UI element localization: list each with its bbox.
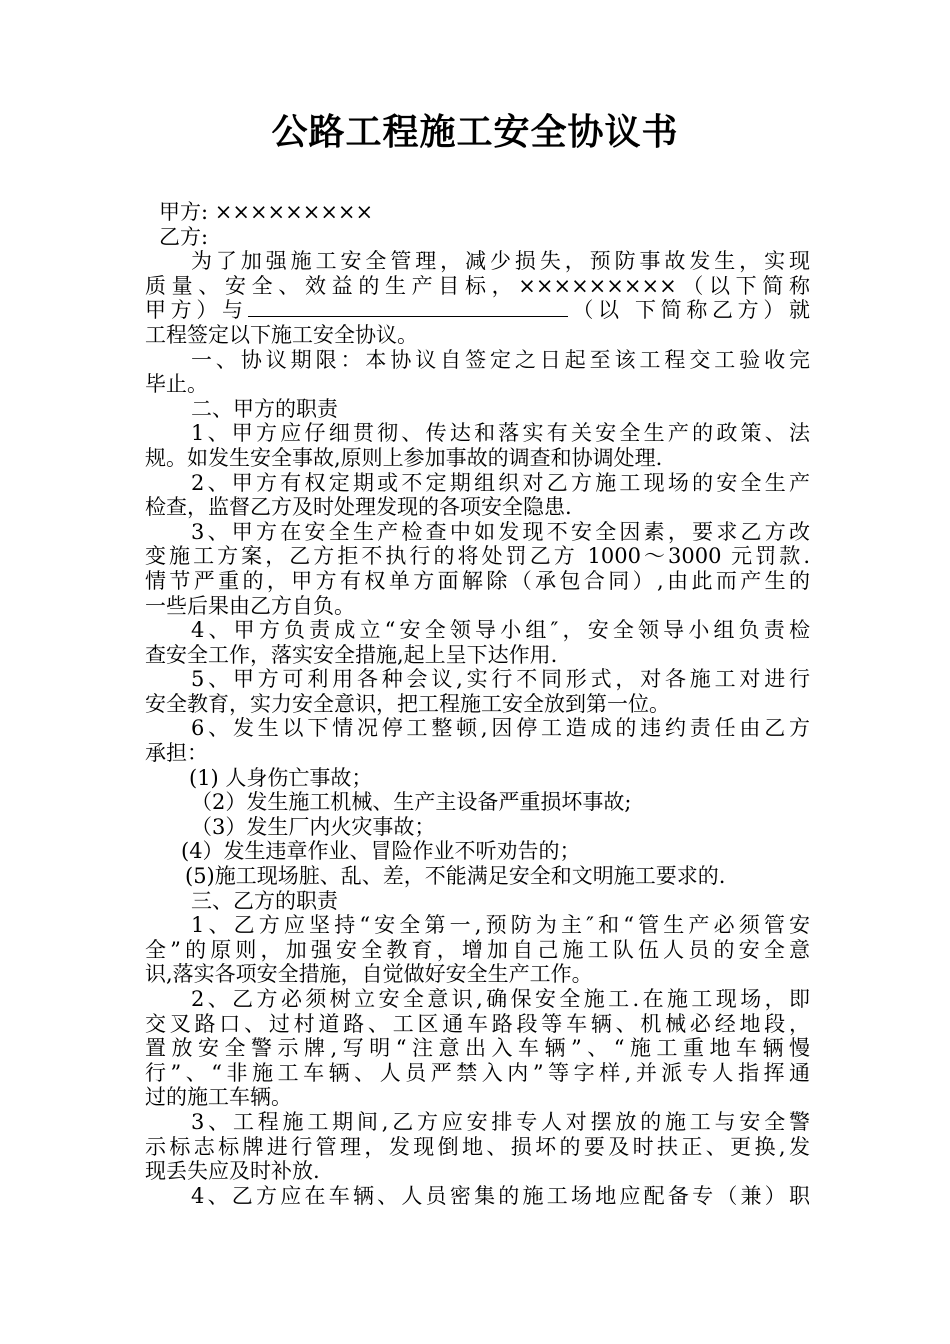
section-heading: 二、甲方的职责	[191, 396, 338, 421]
term-line: 毕止。	[145, 372, 208, 397]
clause-line: 规。如发生安全事故,原则上参加事故的调查和协调处理.	[145, 445, 663, 470]
clause-line: 置放安全警示牌,写明“注意出入车辆”、“施工重地车辆慢	[145, 1036, 810, 1061]
case-item: （3）发生厂内火灾事故；	[191, 814, 436, 839]
party-a-label: 甲方:	[159, 200, 209, 224]
clause-line: 查安全工作，落实安全措施,起上呈下达作用.	[145, 642, 558, 667]
clause-line: 4、乙方应在车辆、人员密集的施工场地应配备专（兼）职	[191, 1183, 810, 1208]
intro-line: 质量、安全、效益的生产目标，×××××××××（以下简称	[145, 273, 810, 298]
clause-line: 过的施工车辆。	[145, 1085, 292, 1110]
intro-line-part: 甲方）与	[145, 298, 248, 323]
clause-line: 一些后果由乙方自负。	[145, 593, 355, 618]
clause-line: 交叉路口、过村道路、工区通车路段等车辆、机械必经地段，	[145, 1011, 810, 1036]
intro-line	[145, 298, 810, 323]
clause-line: 识,落实各项安全措施，自觉做好安全生产工作。	[145, 962, 593, 987]
clause-line: 2、甲方有权定期或不定期组织对乙方施工现场的安全生产	[191, 470, 810, 495]
intro-line: 工程签定以下施工安全协议。	[145, 322, 418, 347]
clause-line: 3、工程施工期间,乙方应安排专人对摆放的施工与安全警	[191, 1109, 810, 1134]
clause-line: 1、甲方应仔细贯彻、传达和落实有关安全生产的政策、法	[191, 421, 810, 446]
party-a-line	[145, 200, 810, 225]
clause-line: 3、甲方在安全生产检查中如发现不安全因素，要求乙方改	[191, 519, 810, 544]
clause-line: 示标志标牌进行管理，发现倒地、损坏的要及时扶正、更换,发	[145, 1134, 810, 1159]
clause-line: 承担：	[145, 741, 208, 766]
clause-line: 现丢失应及时补放.	[145, 1159, 320, 1184]
clause-line: 全”的原则，加强安全教育，增加自己施工队伍人员的安全意	[145, 937, 810, 962]
case-item: (5)施工现场脏、乱、差，不能满足安全和文明施工要求的.	[185, 864, 726, 889]
case-item: (4）发生违章作业、冒险作业不听劝告的；	[181, 839, 581, 864]
intro-line-part: （以 下简称乙方）就	[567, 298, 810, 323]
document-title: 公路工程施工安全协议书	[271, 111, 679, 153]
clause-line: 情节严重的，甲方有权单方面解除（承包合同）,由此而产生的	[145, 568, 810, 593]
clause-line: 2、乙方必须树立安全意识,确保安全施工.在施工现场，即	[191, 987, 810, 1011]
document-body	[145, 200, 810, 1208]
clause-line: 变施工方案，乙方拒不执行的将处罚乙方 1000～3000 元罚款.	[145, 544, 810, 569]
term-line: 一、协议期限：本协议自签定之日起至该工程交工验收完	[191, 347, 810, 372]
clause-line: 1、乙方应坚持“安全第一,预防为主″和“管生产必须管安	[191, 913, 810, 938]
section-heading: 三、乙方的职责	[191, 888, 338, 913]
party-b-line	[145, 225, 810, 250]
party-b-blank	[248, 298, 568, 317]
clause-line: 4、甲方负责成立“安全领导小组″，安全领导小组负责检	[191, 618, 810, 643]
clause-line: 6、发生以下情况停工整顿,因停工造成的违约责任由乙方	[191, 716, 810, 741]
clause-line: 安全教育，实力安全意识，把工程施工安全放到第一位。	[145, 691, 670, 716]
clause-line: 检查，监督乙方及时处理发现的各项安全隐患.	[145, 495, 572, 520]
case-item: (1) 人身伤亡事故；	[189, 765, 373, 790]
clause-line: 行”、“非施工车辆、人员严禁入内”等字样,并派专人指挥通	[145, 1060, 810, 1085]
party-b-label: 乙方:	[159, 224, 209, 249]
case-item: （2）发生施工机械、生产主设备严重损坏事故;	[191, 790, 632, 815]
clause-line: 5、甲方可利用各种会议,实行不同形式，对各施工对进行	[191, 667, 810, 692]
intro-line: 为了加强施工安全管理，减少损失，预防事故发生，实现	[191, 249, 810, 274]
party-a-value: ×××××××××	[214, 200, 374, 224]
